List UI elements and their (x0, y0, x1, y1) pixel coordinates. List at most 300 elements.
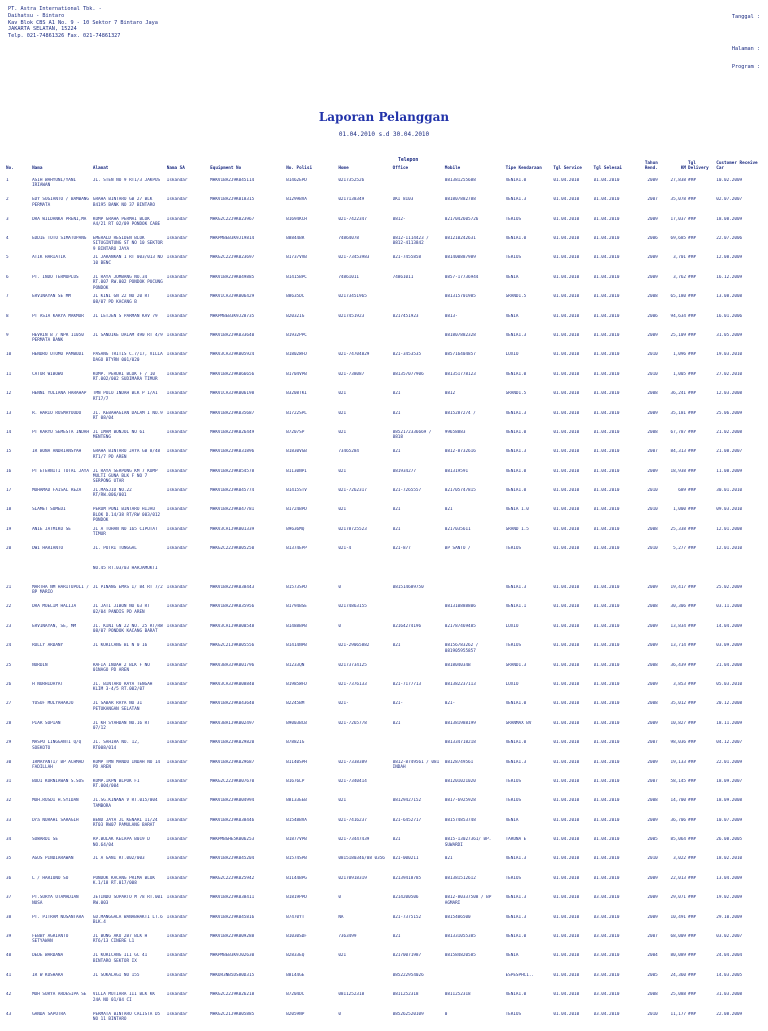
table-cell (634, 314, 660, 333)
cell-text: PASANG TRITIS C.7/17, VILLA DAGO BTYRN 001/020 (92, 352, 163, 363)
table-cell (634, 818, 660, 837)
table-cell (445, 953, 506, 972)
cell-text: 03.04.2010 (593, 895, 620, 901)
cell-text: 21.08.2007 (716, 449, 743, 455)
table-cell (6, 934, 32, 953)
table-cell (93, 624, 167, 643)
cell-text: JETINDO SUPARTO M 78 RT.001 RW.003 (92, 895, 163, 906)
table-cell (393, 663, 445, 682)
table-header-row (6, 161, 762, 178)
table-cell (32, 236, 93, 255)
cell-text: 01.04.2010 (593, 274, 620, 280)
table-cell (634, 546, 660, 565)
table-cell (286, 372, 338, 391)
table-cell (93, 546, 167, 565)
cell-text: Iskandar (166, 992, 188, 998)
table-cell (210, 818, 286, 837)
table-cell (660, 352, 688, 371)
table-cell (167, 449, 210, 468)
cell-text: 01.04.2010 (593, 837, 620, 843)
table-cell (634, 585, 660, 604)
cell-text: 081804034B (444, 662, 471, 668)
table-row (6, 934, 762, 953)
cell-text: 2009 (647, 759, 658, 765)
table-cell (338, 294, 392, 313)
table-cell (32, 527, 93, 546)
cell-text: IR BONA ANDRIANSYAH (32, 449, 82, 455)
cell-text: 33 (6, 817, 12, 823)
table-cell (594, 721, 634, 740)
cell-text: 01.04.2010 (553, 662, 580, 668)
cell-text: 0217138349 (338, 197, 365, 203)
table-cell (553, 275, 593, 294)
cell-text: 2009 (647, 895, 658, 901)
table-row (6, 527, 762, 546)
table-cell (445, 701, 506, 720)
table-row (6, 973, 762, 992)
table-cell (634, 566, 660, 585)
table-row (6, 236, 762, 255)
cell-text: 18,938 (670, 468, 687, 474)
table-cell (338, 643, 392, 662)
table-cell (553, 837, 593, 856)
cell-text: MHKG2C22J9K023697 (210, 255, 255, 261)
cell-text: ### (688, 934, 696, 940)
cell-text: 29.10.2009 (716, 914, 743, 920)
cell-text: 74864078 (338, 235, 360, 241)
table-cell (210, 546, 286, 565)
cell-text: Iskandar (166, 313, 188, 319)
cell-text: DWI HARIANTO (32, 546, 64, 552)
table-cell (338, 391, 392, 410)
cell-text: 01.04.2010 (593, 313, 620, 319)
company-phone: Telp. 021-74861326 Fax. 021-74861327 (8, 33, 121, 40)
table-cell (338, 585, 392, 604)
table-cell (506, 992, 554, 1011)
table-cell (553, 663, 593, 682)
table-cell (167, 488, 210, 507)
cell-text: PT KARYU SEMESTA INDAH (32, 429, 89, 435)
table-cell (32, 449, 93, 468)
table-cell (594, 915, 634, 934)
cell-text: 74861011 (338, 274, 360, 280)
table-cell (688, 294, 716, 313)
table-cell (594, 740, 634, 759)
cell-text: 12.03.2008 (716, 391, 743, 397)
table-cell (393, 585, 445, 604)
cell-text: 18.09.2008 (716, 798, 743, 804)
table-cell (93, 818, 167, 837)
cell-text: 01.04.2010 (553, 643, 580, 649)
cell-text: MHKV3CA1J9K000548 (210, 623, 255, 629)
table-cell (6, 856, 32, 875)
table-cell (393, 294, 445, 313)
table-cell (93, 469, 167, 488)
table-row (6, 701, 762, 720)
cell-text: ### (688, 526, 696, 532)
table-cell (338, 1012, 392, 1031)
cell-text: 081574853748 (444, 817, 476, 823)
table-cell (594, 760, 634, 779)
cell-text: 021 (392, 507, 401, 513)
cell-text: B1415STV (286, 488, 307, 494)
table-cell (716, 604, 762, 623)
cell-text: 3 (6, 216, 9, 222)
cell-text: GD.MANGGALA WANABHAKTI LT.6 BLK.4 (92, 914, 163, 926)
cell-text: MHKV1BA2J9K033640 (210, 332, 255, 338)
cell-text: 01.04.2010 (593, 740, 620, 746)
cell-text: ### (688, 681, 696, 687)
table-cell (338, 876, 392, 895)
cell-text: Iskandar (166, 856, 188, 862)
cell-text: 01.04.2010 (553, 507, 580, 513)
cell-text: 01.04.2010 (593, 817, 620, 823)
table-cell (553, 585, 593, 604)
cell-text: MHKV1BA2J9K047781 (210, 507, 255, 513)
table-cell (660, 411, 688, 430)
cell-text: 01.04.2010 (593, 875, 620, 881)
table-cell (716, 197, 762, 216)
cell-text: B1737VVB (286, 255, 307, 261)
table-cell (32, 391, 93, 410)
table-cell (445, 837, 506, 856)
cell-text: 2009 (647, 585, 658, 591)
table-row (6, 779, 762, 798)
table-cell (167, 740, 210, 759)
cell-text: 0857-17736944 (444, 274, 479, 280)
table-cell (445, 469, 506, 488)
table-cell (594, 992, 634, 1011)
table-cell (167, 992, 210, 1011)
cell-text: B8144GE (286, 972, 305, 978)
cell-text: Iskandar (166, 740, 188, 746)
table-cell (167, 779, 210, 798)
cell-text: JL KURICANG III GC 41 BINTARO SEKTOR IX (92, 953, 148, 964)
table-cell (688, 721, 716, 740)
table-cell (286, 449, 338, 468)
table-cell (210, 604, 286, 623)
cell-text: TERIOS (505, 1011, 522, 1017)
table-cell (716, 701, 762, 720)
cell-text: 25,109 (670, 332, 687, 338)
table-cell (660, 973, 688, 992)
cell-text: ### (688, 662, 696, 668)
table-cell (716, 585, 762, 604)
cell-text: ### (688, 701, 696, 707)
cell-text: PT.SURYA UTAMADIAN NUSA (32, 895, 79, 906)
table-cell (338, 837, 392, 856)
cell-text: MHKV1BA2J9K018315 (210, 197, 255, 203)
cell-text: 01.04.2010 (593, 410, 620, 416)
table-cell (338, 856, 392, 875)
table-cell (338, 953, 392, 972)
cell-text: 01.04.2010 (553, 623, 580, 629)
table-cell (716, 430, 762, 449)
table-cell (32, 895, 93, 914)
cell-text: 01.04.2010 (553, 1011, 580, 1017)
cell-text: 081584820585 (444, 953, 476, 959)
table-cell (553, 721, 593, 740)
table-cell (688, 992, 716, 1011)
table-cell (553, 973, 593, 992)
cell-text: 69,685 (670, 235, 687, 241)
cell-text: 021 (338, 410, 347, 416)
cell-text: 68,009 (670, 934, 687, 940)
table-cell (210, 934, 286, 953)
cell-text: B3208TKI (286, 391, 307, 397)
table-cell (660, 217, 688, 236)
cell-text: 2010 (647, 1011, 658, 1017)
cell-text: 01.04.2010 (553, 410, 580, 416)
table-cell (6, 992, 32, 1011)
cell-text: NURDIN (32, 662, 48, 668)
table-cell (634, 895, 660, 914)
cell-text: PT. PITRAM NUSANTARA (32, 914, 84, 920)
cell-text: Iskandar (166, 895, 188, 901)
cell-text: 01.04.2010 (553, 371, 580, 377)
cell-text: 2010 (647, 352, 658, 358)
cell-text: XENIA1.3 (505, 895, 527, 901)
cell-text: 22.01.2009 (716, 759, 743, 765)
table-cell (688, 217, 716, 236)
table-cell (594, 333, 634, 352)
cell-text: 01.04.2010 (553, 488, 580, 494)
cell-text: AGUS PINDIARAWAN (32, 856, 74, 862)
cell-text: B1704VPB (286, 371, 307, 377)
table-row (6, 488, 762, 507)
table-row (6, 411, 762, 430)
table-cell (286, 527, 338, 546)
cell-text: 01.04.2010 (553, 255, 580, 261)
table-cell (594, 585, 634, 604)
cell-text: 2009 (647, 332, 658, 338)
cell-text: 25,338 (670, 526, 687, 532)
cell-text: MHKV1BA2J9K054578 (210, 468, 255, 474)
cell-text: MHKV3CA3J9K005924 (210, 352, 255, 358)
cell-text: XENIA1.3 (505, 759, 527, 765)
table-cell (553, 546, 593, 565)
table-cell (338, 372, 392, 391)
cell-text: 1,096 (673, 352, 687, 358)
table-cell (634, 197, 660, 216)
table-cell (688, 779, 716, 798)
table-cell (338, 604, 392, 623)
cell-text: Iskandar (166, 332, 188, 338)
cell-text: 29 (6, 740, 12, 746)
table-cell (716, 798, 762, 817)
cell-text: RULLY ARDANY (32, 643, 64, 649)
column-header: Nama (32, 166, 43, 172)
cell-text: 01.04.2010 (593, 681, 620, 687)
table-cell (286, 469, 338, 488)
cell-text: 021 (338, 507, 347, 513)
table-cell (445, 934, 506, 953)
cell-text: ESPESPHC1.. (505, 972, 535, 978)
cell-text: 12.01.2008 (716, 526, 743, 532)
table-cell (634, 527, 660, 546)
cell-text: 01.04.2010 (593, 778, 620, 784)
cell-text: MHKV1BA2J9K038411 (210, 895, 255, 901)
table-cell (506, 682, 554, 701)
table-cell (688, 953, 716, 972)
cell-text: Iskandar (166, 720, 188, 726)
table-cell (445, 876, 506, 895)
table-cell (716, 740, 762, 759)
table-cell (167, 197, 210, 216)
cell-text: 021-7376133 (338, 681, 367, 687)
cell-text: 2009 (647, 643, 658, 649)
table-cell (210, 585, 286, 604)
table-cell (716, 1012, 762, 1031)
table-cell (6, 391, 32, 410)
cell-text: 0217352526 (338, 177, 365, 183)
cell-text: XENIA1.0 (505, 992, 527, 998)
cell-text: 2008 (647, 604, 658, 610)
table-cell (93, 992, 167, 1011)
cell-text: JL LETJEN S PARMAN KAV 79 (92, 313, 158, 319)
table-cell (506, 740, 554, 759)
table-cell (506, 546, 554, 565)
table-cell (445, 314, 506, 333)
table-cell (167, 1012, 210, 1031)
table-cell (506, 818, 554, 837)
table-cell (6, 643, 32, 662)
cell-text: 0812-1114423 / 0812-4113842 (392, 235, 429, 247)
cell-text: MHKV1BA2J9K004994 (210, 798, 255, 804)
table-cell (506, 372, 554, 391)
cell-text: XENIA1.0 (505, 468, 527, 474)
table-cell (506, 721, 554, 740)
cell-text: 25 (6, 662, 12, 668)
column-header: Equipment No (210, 166, 242, 172)
table-cell (210, 449, 286, 468)
table-cell (634, 721, 660, 740)
table-cell (553, 294, 593, 313)
cell-text: PT. INDO TERMOPLUS (32, 274, 79, 280)
table-cell (634, 701, 660, 720)
column-header: Tipe Kendaraan (505, 166, 542, 172)
cell-text: Iskandar (166, 604, 188, 610)
table-cell (660, 992, 688, 1011)
cell-text: 01.04.2010 (593, 720, 620, 726)
cell-text: TARUNA E (505, 837, 527, 843)
table-cell (634, 255, 660, 274)
table-cell (594, 372, 634, 391)
cell-text: 43 (6, 1011, 12, 1017)
table-cell (660, 333, 688, 352)
table-cell (506, 624, 554, 643)
cell-text: 021 (392, 837, 401, 843)
program-label: Program : (731, 64, 760, 70)
cell-text: 01.04.2010 (593, 352, 620, 358)
cell-text: 0812- (392, 216, 406, 222)
table-cell (167, 372, 210, 391)
table-cell (688, 275, 716, 294)
cell-text: 2008 (647, 429, 658, 435)
table-cell (210, 507, 286, 526)
table-cell (660, 624, 688, 643)
cell-text: JL SABAR RAYA NO 31 PETUKANGAN SELATAN (92, 701, 143, 712)
table-cell (553, 779, 593, 798)
table-cell (634, 643, 660, 662)
cell-text: 2008 (647, 701, 658, 707)
table-cell (634, 294, 660, 313)
table-cell (688, 643, 716, 662)
cell-text: 05.03.2010 (716, 681, 743, 687)
table-cell (93, 953, 167, 972)
table-cell (634, 411, 660, 430)
cell-text: XENIA1.0 (505, 429, 527, 435)
table-cell (688, 391, 716, 410)
table-cell (32, 294, 93, 313)
table-cell (286, 663, 338, 682)
cell-text: 01.04.2010 (593, 604, 620, 610)
cell-text: 02170071987 (392, 953, 422, 959)
table-cell (167, 430, 210, 449)
cell-text: TERIOS (505, 546, 522, 552)
table-cell (210, 663, 286, 682)
cell-text: 01.04.2010 (593, 177, 620, 183)
cell-text: ### (688, 875, 696, 881)
cell-text: MHKPMBEB3K9J02630 (210, 953, 255, 959)
table-cell (286, 178, 338, 197)
cell-text: PT ASIA KARYA MAKMUR (32, 313, 84, 319)
cell-text: 081315701985 (444, 294, 476, 300)
cell-text: MHKV1BA2J9K043640 (210, 701, 255, 707)
cell-text: Iskandar (166, 585, 188, 591)
table-cell (167, 915, 210, 934)
cell-text: MOH.RUSDI H.SYIDAN (32, 798, 79, 804)
table-cell (32, 818, 93, 837)
cell-text: TERIOS (505, 216, 522, 222)
cell-text: Iskandar (166, 701, 188, 707)
table-cell (32, 682, 93, 701)
cell-text: MHKPMBGHE5K006253 (210, 837, 255, 843)
table-cell (167, 352, 210, 371)
table-cell (506, 507, 554, 526)
cell-text: MHKV1BA2J9K066656 (210, 371, 255, 377)
table-cell (93, 837, 167, 856)
cell-text: 01.04.2010 (553, 759, 580, 765)
cell-text: 021-29065882 (338, 643, 370, 649)
table-cell (445, 643, 506, 662)
table-cell (6, 255, 32, 274)
cell-text: ### (688, 798, 696, 804)
table-cell (688, 469, 716, 488)
cell-text: BUDI KURNIAWAN S.SOS (32, 778, 84, 784)
table-cell (210, 255, 286, 274)
table-cell (210, 566, 286, 585)
cell-text: ### (688, 623, 696, 629)
cell-text: 11.08.2009 (716, 468, 743, 474)
table-cell (716, 992, 762, 1011)
cell-text: ASIH WAHYUNI/YANI IRIAWAN (32, 177, 77, 189)
table-cell (286, 818, 338, 837)
table-cell (393, 701, 445, 720)
cell-text: B1140SPH (286, 759, 307, 765)
cell-text: ### (688, 759, 696, 765)
table-cell (594, 643, 634, 662)
cell-text: 01.04.2010 (553, 216, 580, 222)
cell-text: 01.04.2010 (553, 429, 580, 435)
table-cell (32, 197, 93, 216)
table-cell (716, 217, 762, 236)
cell-text: 021 (392, 934, 401, 940)
cell-text: 085716404857 (444, 352, 476, 358)
column-header: Office (392, 166, 409, 172)
table-cell (6, 895, 32, 914)
table-cell (506, 391, 554, 410)
